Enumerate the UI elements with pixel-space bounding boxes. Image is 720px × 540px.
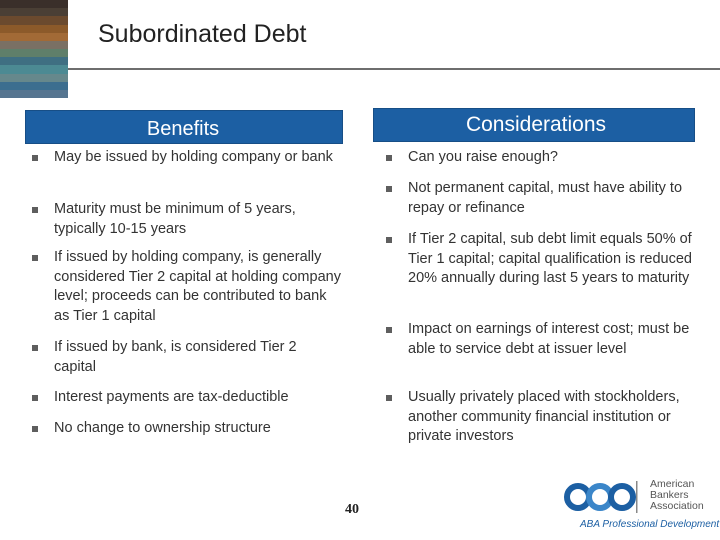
consideration-item: Not permanent capital, must have ability to repay or refinance (386, 179, 698, 218)
benefit-item: If issued by holding company, is generally considered Tier 2 capital at holding company level; proceeds can be contributed to bank as Tier 1 capital (32, 248, 342, 326)
benefit-item: May be issued by holding company or bank (32, 148, 342, 168)
benefits-heading: Benefits (146, 117, 220, 140)
bullet-square-icon (386, 395, 392, 401)
logo-subtitle: ABA Professional Development (580, 519, 720, 530)
benefit-item: If issued by bank, is considered Tier 2 capital (32, 338, 342, 377)
bullet-square-icon (386, 155, 392, 161)
bullet-square-icon (32, 255, 38, 261)
bullet-square-icon (32, 395, 38, 401)
considerations-header (373, 108, 695, 142)
consideration-item: Can you raise enough? (386, 148, 698, 168)
bullet-square-icon (32, 207, 38, 213)
aba-logo (560, 477, 720, 535)
page-number: 40 (345, 502, 359, 517)
benefit-item: Interest payments are tax-deductible (32, 388, 342, 408)
considerations-heading: Considerations (465, 113, 607, 136)
bullet-square-icon (32, 345, 38, 351)
bullet-square-icon (386, 237, 392, 243)
bullet-square-icon (386, 186, 392, 192)
consideration-item: Usually privately placed with stockholders, another community financial institution or private investors (386, 388, 698, 447)
benefit-item: No change to ownership structure (32, 419, 342, 439)
slide-title: Subordinated Debt (98, 20, 307, 48)
decorative-stripes (0, 0, 68, 98)
aba-emblem-icon (560, 477, 642, 517)
consideration-item: Impact on earnings of interest cost; must be able to service debt at issuer level (386, 320, 698, 359)
bullet-square-icon (32, 426, 38, 432)
consideration-item: If Tier 2 capital, sub debt limit equals 50% of Tier 1 capital; capital qualification is reduced 20% annually during last 5 years to maturity (386, 230, 698, 289)
bullet-square-icon (386, 327, 392, 333)
bullet-square-icon (32, 155, 38, 161)
benefit-item: Maturity must be minimum of 5 years, typically 10-15 years (32, 200, 342, 239)
benefits-header (25, 110, 343, 144)
logo-wordmark: American Bankers Association (650, 478, 704, 512)
